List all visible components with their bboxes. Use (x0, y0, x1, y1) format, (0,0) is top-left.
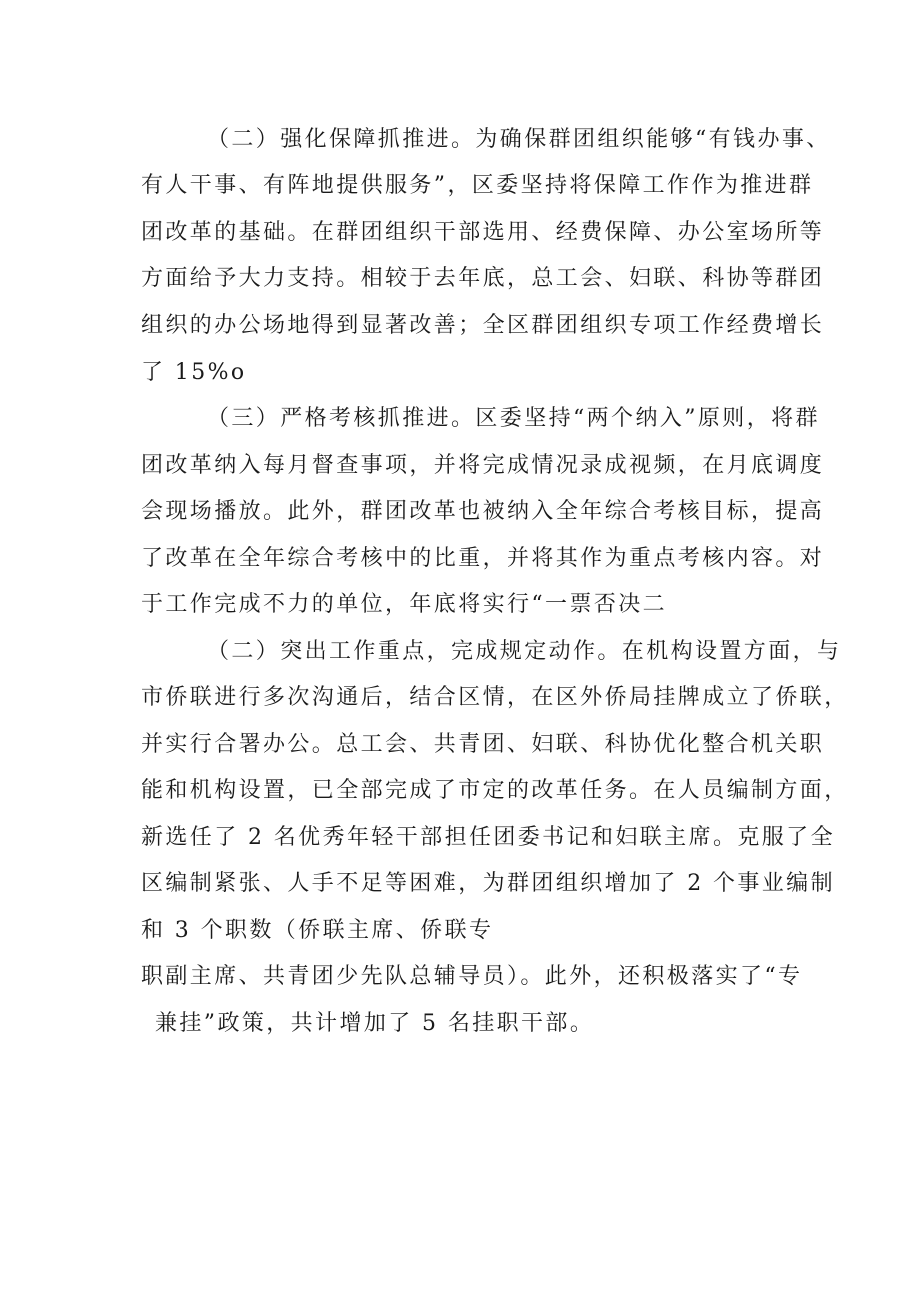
paragraph-2-line-2: 团改革纳入每月督查事项，并将完成情况录成视频，在月底调度 (141, 453, 825, 478)
paragraph-1-line-3: 团改革的基础。在群团组织干部选用、经费保障、办公室场所等 (141, 220, 825, 245)
paragraph-1-line-5: 组织的办公场地得到显著改善；全区群团组织专项工作经费增长 (141, 313, 825, 338)
paragraph-1-line-4: 方面给予大力支持。相较于去年底，总工会、妇联、科协等群团 (141, 266, 825, 291)
paragraph-2-line-1: （三）严格考核抓推进。区委坚持“两个纳入”原则，将群 (207, 406, 820, 431)
paragraph-3-line-4: 能和机构设置，已全部完成了市定的改革任务。在人员编制方面， (141, 778, 849, 803)
paragraph-1-line-2: 有人干事、有阵地提供服务”，区委坚持将保障工作作为推进群 (141, 173, 814, 198)
paragraph-1-line-6: 了 15%o (141, 360, 247, 385)
paragraph-2-line-4: 了改革在全年综合考核中的比重，并将其作为重点考核内容。对 (141, 546, 825, 571)
paragraph-3-line-2: 市侨联进行多次沟通后，结合区情，在区外侨局挂牌成立了侨联， (141, 685, 849, 710)
paragraph-3-line-3: 并实行合署办公。总工会、共青团、妇联、科协优化整合机关职 (141, 732, 825, 757)
paragraph-3-line-5: 新选任了 2 名优秀年轻干部担任团委书记和妇联主席。克服了全 (141, 825, 835, 850)
paragraph-3-line-7: 和 3 个职数（侨联主席、侨联专 (141, 918, 494, 943)
paragraph-3-line-9: 兼挂”政策，共计增加了 5 名挂职干部。 (155, 1011, 595, 1036)
paragraph-3-line-1: （二）突出工作重点，完成规定动作。在机构设置方面，与 (207, 639, 842, 664)
paragraph-3-line-6: 区编制紧张、人手不足等困难，为群团组织增加了 2 个事业编制 (141, 871, 835, 896)
paragraph-1-line-1: （二）强化保障抓推进。为确保群团组织能够“有钱办事、 (207, 127, 831, 152)
paragraph-3-line-8: 职副主席、共青团少先队总辅导员）。此外，还积极落实了“专 (141, 964, 803, 989)
paragraph-2-line-3: 会现场播放。此外，群团改革也被纳入全年综合考核目标，提高 (141, 499, 825, 524)
paragraph-2-line-5: 于工作完成不力的单位，年底将实行“一票否决二 (141, 592, 668, 617)
